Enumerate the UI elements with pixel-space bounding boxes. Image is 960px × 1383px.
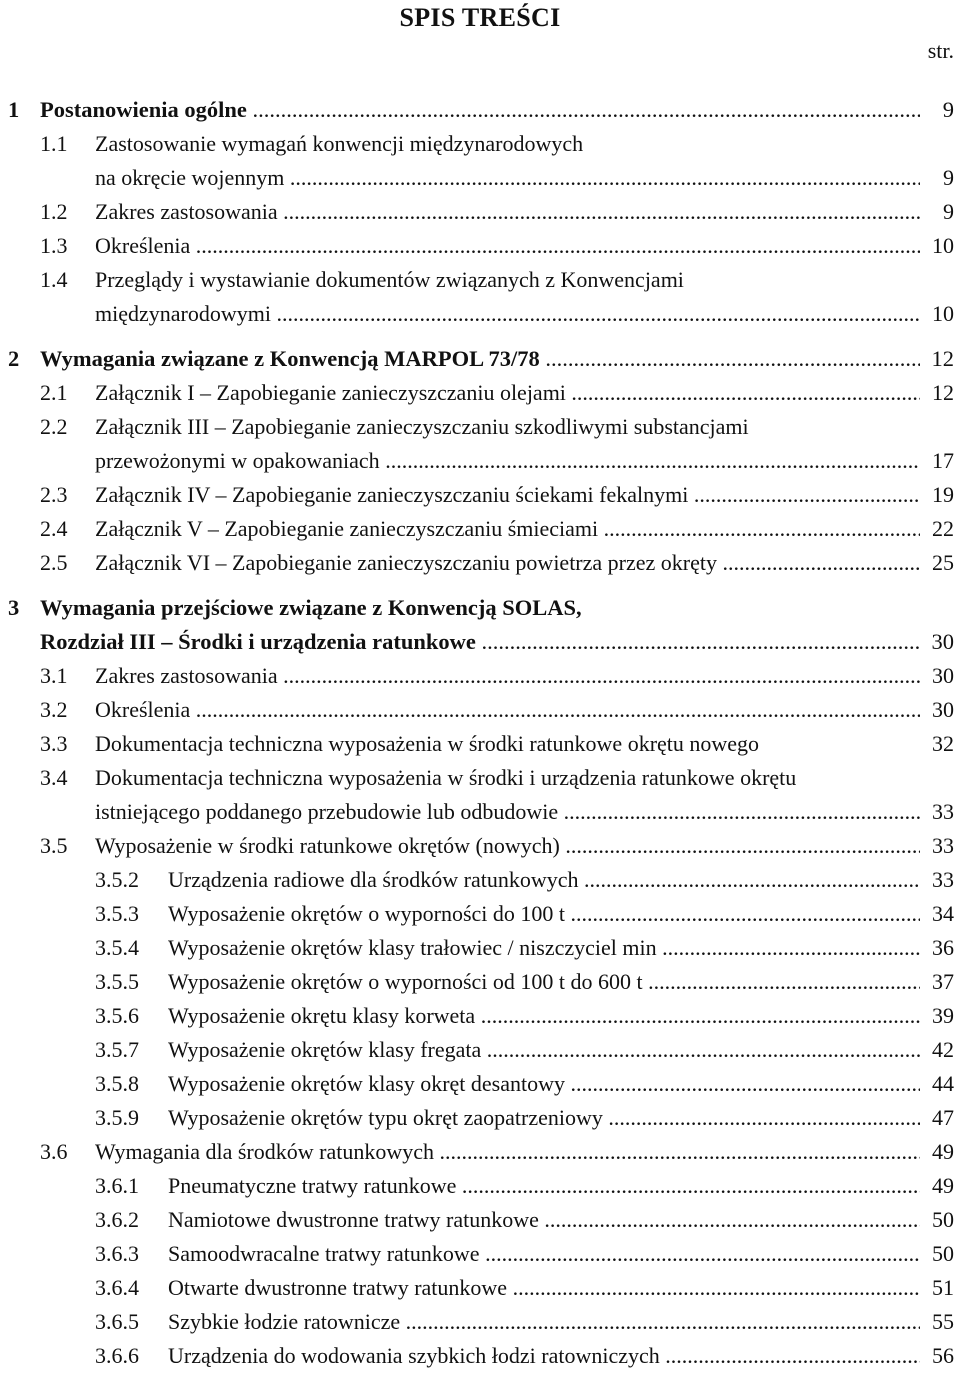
toc-entry-page: 12 [932, 380, 954, 405]
toc-entry-page: 36 [932, 935, 954, 960]
page-column-label: str. [927, 38, 954, 63]
toc-entry-number: 2 [8, 346, 20, 371]
toc-entry-number: 2.3 [40, 482, 68, 507]
toc-entry-title: Wymagania przejściowe związane z Konwencją SOLAS, [40, 595, 582, 620]
toc-entry-title: Samoodwracalne tratwy ratunkowe ..... [168, 1237, 920, 1271]
toc-entry-title: Otwarte dwustronne tratwy ratunkowe ..... [168, 1271, 920, 1305]
toc-entry[interactable] [0, 795, 960, 829]
toc-entry-page: 47 [932, 1105, 954, 1130]
toc-entry[interactable] [0, 1169, 960, 1203]
toc-entry[interactable] [0, 727, 960, 761]
toc-entry-number: 3.1 [40, 663, 68, 688]
toc-entry-number: 3.5.3 [95, 901, 139, 926]
toc-entry-title: Urządzenia do wodowania szybkich łodzi ratowniczych ..... [168, 1339, 920, 1373]
toc-entry-page: 30 [932, 697, 954, 722]
toc-entry-number: 3.4 [40, 765, 68, 790]
toc-entry[interactable] [0, 829, 960, 863]
toc-entry[interactable] [0, 999, 960, 1033]
toc-entry-title: Załącznik III – Zapobieganie zanieczyszczaniu szkodliwymi substancjami [95, 414, 749, 439]
toc-entry-page: 32 [932, 731, 954, 756]
toc-entry[interactable] [0, 591, 960, 625]
toc-entry-page: 50 [932, 1241, 954, 1266]
toc-entry-page: 37 [932, 969, 954, 994]
toc-entry-number: 3.6.6 [95, 1343, 139, 1368]
toc-entry-page: 10 [932, 233, 954, 258]
toc-entry-page: 30 [931, 629, 954, 654]
toc-entry-number: 3.6.3 [95, 1241, 139, 1266]
toc-entry[interactable] [0, 127, 960, 161]
toc-entry[interactable] [0, 1339, 960, 1373]
toc-entry[interactable] [0, 1305, 960, 1339]
toc-entry-number: 2.1 [40, 380, 68, 405]
toc-entry[interactable] [0, 342, 960, 376]
toc-entry-page: 9 [943, 199, 954, 224]
toc-entry-page: 10 [932, 301, 954, 326]
toc-entry-page: 50 [932, 1207, 954, 1232]
toc-entry-title: Załącznik VI – Zapobieganie zanieczyszczaniu powietrza przez okręty ..... [95, 546, 920, 580]
toc-entry-title: Wyposażenie okrętów o wyporności od 100 t do 600 t ..... [168, 965, 920, 999]
toc-entry[interactable] [0, 965, 960, 999]
toc-entry-page: 39 [932, 1003, 954, 1028]
toc-entry[interactable] [0, 512, 960, 546]
toc-entry-number: 1.4 [40, 267, 68, 292]
toc-entry-title: Wyposażenie okrętów klasy okręt desantowy ..... [168, 1067, 920, 1101]
toc-entry-number: 2.4 [40, 516, 68, 541]
toc-entry-number: 3.2 [40, 697, 68, 722]
toc-entry-number: 2.5 [40, 550, 68, 575]
toc-entry-title: Postanowienia ogólne ..... [40, 93, 920, 127]
toc-entry-page: 9 [943, 165, 954, 190]
toc-entry-title: Załącznik V – Zapobieganie zanieczyszczaniu śmieciami ..... [95, 512, 920, 546]
toc-entry-number: 3.5.5 [95, 969, 139, 994]
toc-entry[interactable] [0, 444, 960, 478]
toc-entry-number: 3.6 [40, 1139, 68, 1164]
toc-entry-title: Wyposażenie w środki ratunkowe okrętów (nowych) ..... [95, 829, 920, 863]
toc-entry-page: 51 [932, 1275, 954, 1300]
toc-entry-number: 3.5.9 [95, 1105, 139, 1130]
toc-entry-title: Zastosowanie wymagań konwencji międzynarodowych [95, 131, 584, 156]
toc-entry[interactable] [0, 1135, 960, 1169]
toc-entry[interactable] [0, 761, 960, 795]
toc-entry-number: 3.6.5 [95, 1309, 139, 1334]
toc-entry-number: 3.6.4 [95, 1275, 139, 1300]
toc-entry[interactable] [0, 1237, 960, 1271]
toc-entry-number: 1.2 [40, 199, 68, 224]
toc-entry-title: Szybkie łodzie ratownicze ..... [168, 1305, 920, 1339]
toc-entry[interactable] [0, 93, 960, 127]
toc-entry[interactable] [0, 897, 960, 931]
toc-entry[interactable] [0, 1067, 960, 1101]
toc-entry-title: Przeglądy i wystawianie dokumentów związanych z Konwencjami [95, 267, 684, 292]
toc-entry-title: Wyposażenie okrętu klasy korweta ..... [168, 999, 920, 1033]
toc-entry-page: 33 [932, 867, 954, 892]
toc-entry-page: 17 [932, 448, 954, 473]
toc-entry[interactable] [0, 625, 960, 659]
toc-entry-number: 1.1 [40, 131, 68, 156]
toc-entry-title: Wyposażenie okrętów typu okręt zaopatrzeniowy ..... [168, 1101, 920, 1135]
toc-entry[interactable] [0, 297, 960, 331]
toc-entry[interactable] [0, 1033, 960, 1067]
toc-entry[interactable] [0, 693, 960, 727]
toc-entry-page: 22 [932, 516, 954, 541]
toc-entry-title: Wymagania związane z Konwencją MARPOL 73/78 ..... [40, 342, 920, 376]
toc-entry-title: Rozdział III – Środki i urządzenia ratunkowe ..... [40, 625, 920, 659]
toc-entry-title: Namiotowe dwustronne tratwy ratunkowe ..... [168, 1203, 920, 1237]
toc-entry-title: Wyposażenie okrętów klasy fregata ..... [168, 1033, 920, 1067]
toc-entry-title: międzynarodowymi ..... [95, 297, 920, 331]
toc-entry[interactable] [0, 229, 960, 263]
toc-entry-number: 3 [8, 595, 20, 620]
toc-entry-page: 33 [932, 799, 954, 824]
toc-entry-page: 12 [931, 346, 954, 371]
toc-entry-number: 3.5.2 [95, 867, 139, 892]
toc-entry[interactable] [0, 546, 960, 580]
toc-entry-number: 3.6.2 [95, 1207, 139, 1232]
toc-entry-page: 33 [932, 833, 954, 858]
toc-entry[interactable] [0, 1101, 960, 1135]
toc-entry-number: 1 [8, 97, 20, 122]
toc-entry-page: 30 [932, 663, 954, 688]
toc-entry[interactable] [0, 376, 960, 410]
toc-entry[interactable] [0, 659, 960, 693]
toc-entry-title: Wymagania dla środków ratunkowych ..... [95, 1135, 920, 1169]
toc-entry-title: Zakres zastosowania ..... [95, 195, 920, 229]
toc-entry-title: na okręcie wojennym ..... [95, 161, 920, 195]
toc-entry[interactable] [0, 1203, 960, 1237]
toc-entry-page: 34 [932, 901, 954, 926]
toc-entry[interactable] [0, 931, 960, 965]
toc-entry-number: 2.2 [40, 414, 68, 439]
toc-entry[interactable] [0, 263, 960, 297]
toc-entry-number: 3.5 [40, 833, 68, 858]
toc-entry-title: Zakres zastosowania ..... [95, 659, 920, 693]
toc-entry-title: przewożonymi w opakowaniach ..... [95, 444, 920, 478]
toc-entry-title: istniejącego poddanego przebudowie lub odbudowie ..... [95, 795, 920, 829]
toc-entry-title: Określenia ..... [95, 229, 920, 263]
toc-entry-number: 3.5.7 [95, 1037, 139, 1062]
toc-entry-title: Załącznik I – Zapobieganie zanieczyszczaniu olejami ..... [95, 376, 920, 410]
page-title: SPIS TREŚCI [399, 3, 561, 32]
table-of-contents [0, 93, 960, 1373]
toc-entry-number: 1.3 [40, 233, 68, 258]
toc-entry-page: 19 [932, 482, 954, 507]
toc-entry-title: Dokumentacja techniczna wyposażenia w środki i urządzenia ratunkowe okrętu [95, 765, 797, 790]
toc-entry[interactable] [0, 863, 960, 897]
toc-entry-title: Wyposażenie okrętów o wyporności do 100 t ..... [168, 897, 920, 931]
toc-entry-page: 25 [932, 550, 954, 575]
toc-entry-number: 3.5.4 [95, 935, 139, 960]
toc-entry[interactable] [0, 1271, 960, 1305]
toc-entry-title: Pneumatyczne tratwy ratunkowe ..... [168, 1169, 920, 1203]
toc-entry[interactable] [0, 478, 960, 512]
toc-entry-number: 3.5.8 [95, 1071, 139, 1096]
toc-entry[interactable] [0, 410, 960, 444]
toc-entry-number: 3.3 [40, 731, 68, 756]
toc-entry-page: 9 [942, 97, 954, 122]
toc-entry-title: Urządzenia radiowe dla środków ratunkowych ..... [168, 863, 920, 897]
toc-entry-page: 55 [932, 1309, 954, 1334]
toc-entry-page: 44 [932, 1071, 954, 1096]
toc-entry[interactable] [0, 161, 960, 195]
toc-entry[interactable] [0, 195, 960, 229]
toc-entry-title: Wyposażenie okrętów klasy trałowiec / niszczyciel min ..... [168, 931, 920, 965]
toc-entry-page: 56 [932, 1343, 954, 1368]
toc-entry-title: Dokumentacja techniczna wyposażenia w środki ratunkowe okrętu nowego [95, 731, 760, 756]
toc-entry-title: Określenia ..... [95, 693, 920, 727]
toc-entry-page: 49 [932, 1173, 954, 1198]
toc-entry-page: 49 [932, 1139, 954, 1164]
toc-entry-number: 3.5.6 [95, 1003, 139, 1028]
toc-entry-number: 3.6.1 [95, 1173, 139, 1198]
toc-entry-page: 42 [932, 1037, 954, 1062]
toc-entry-title: Załącznik IV – Zapobieganie zanieczyszczaniu ściekami fekalnymi ..... [95, 478, 920, 512]
